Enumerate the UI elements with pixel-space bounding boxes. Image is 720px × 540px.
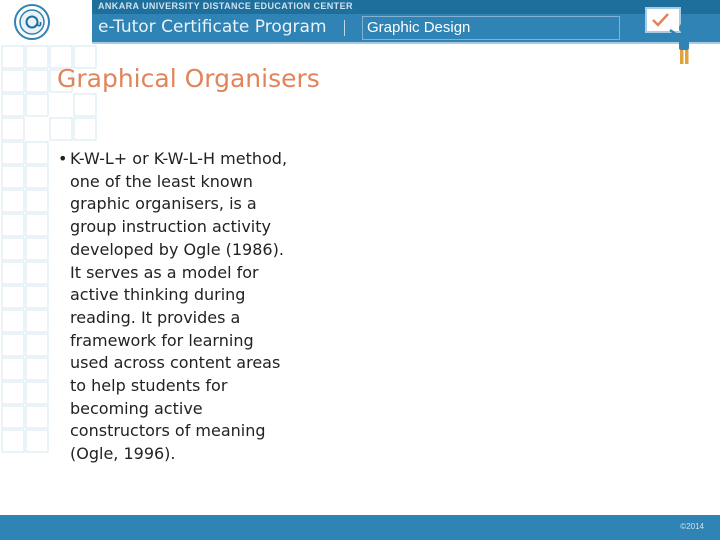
header: [0, 0, 720, 44]
university-name: ANKARA UNIVERSITY DISTANCE EDUCATION CENTER: [98, 1, 353, 11]
slide-title: Graphical Organisers: [57, 64, 320, 93]
course-name: Graphic Design: [367, 19, 471, 36]
university-seal-icon: [8, 2, 92, 42]
header-underline: [92, 42, 720, 44]
course-box: [362, 16, 620, 40]
copyright-text: ©2014: [680, 522, 704, 531]
bullet-text: K-W-L+ or K-W-L-H method, one of the least known graphic organisers, is a group instruction activity developed by Ogle (1986). It serves as a model for active thinking during reading. It provides a framework for learning used across content areas to help students for becoming active constructors of meaning (Ogle, 1996).: [70, 149, 288, 464]
header-separator: [344, 20, 345, 36]
footer: [0, 515, 720, 540]
bullet-marker: •: [58, 149, 68, 168]
presenter-whiteboard-icon: [640, 6, 698, 68]
university-strip: [92, 0, 720, 14]
bullet-item: [58, 148, 328, 466]
program-name: e-Tutor Certificate Program: [98, 17, 327, 37]
